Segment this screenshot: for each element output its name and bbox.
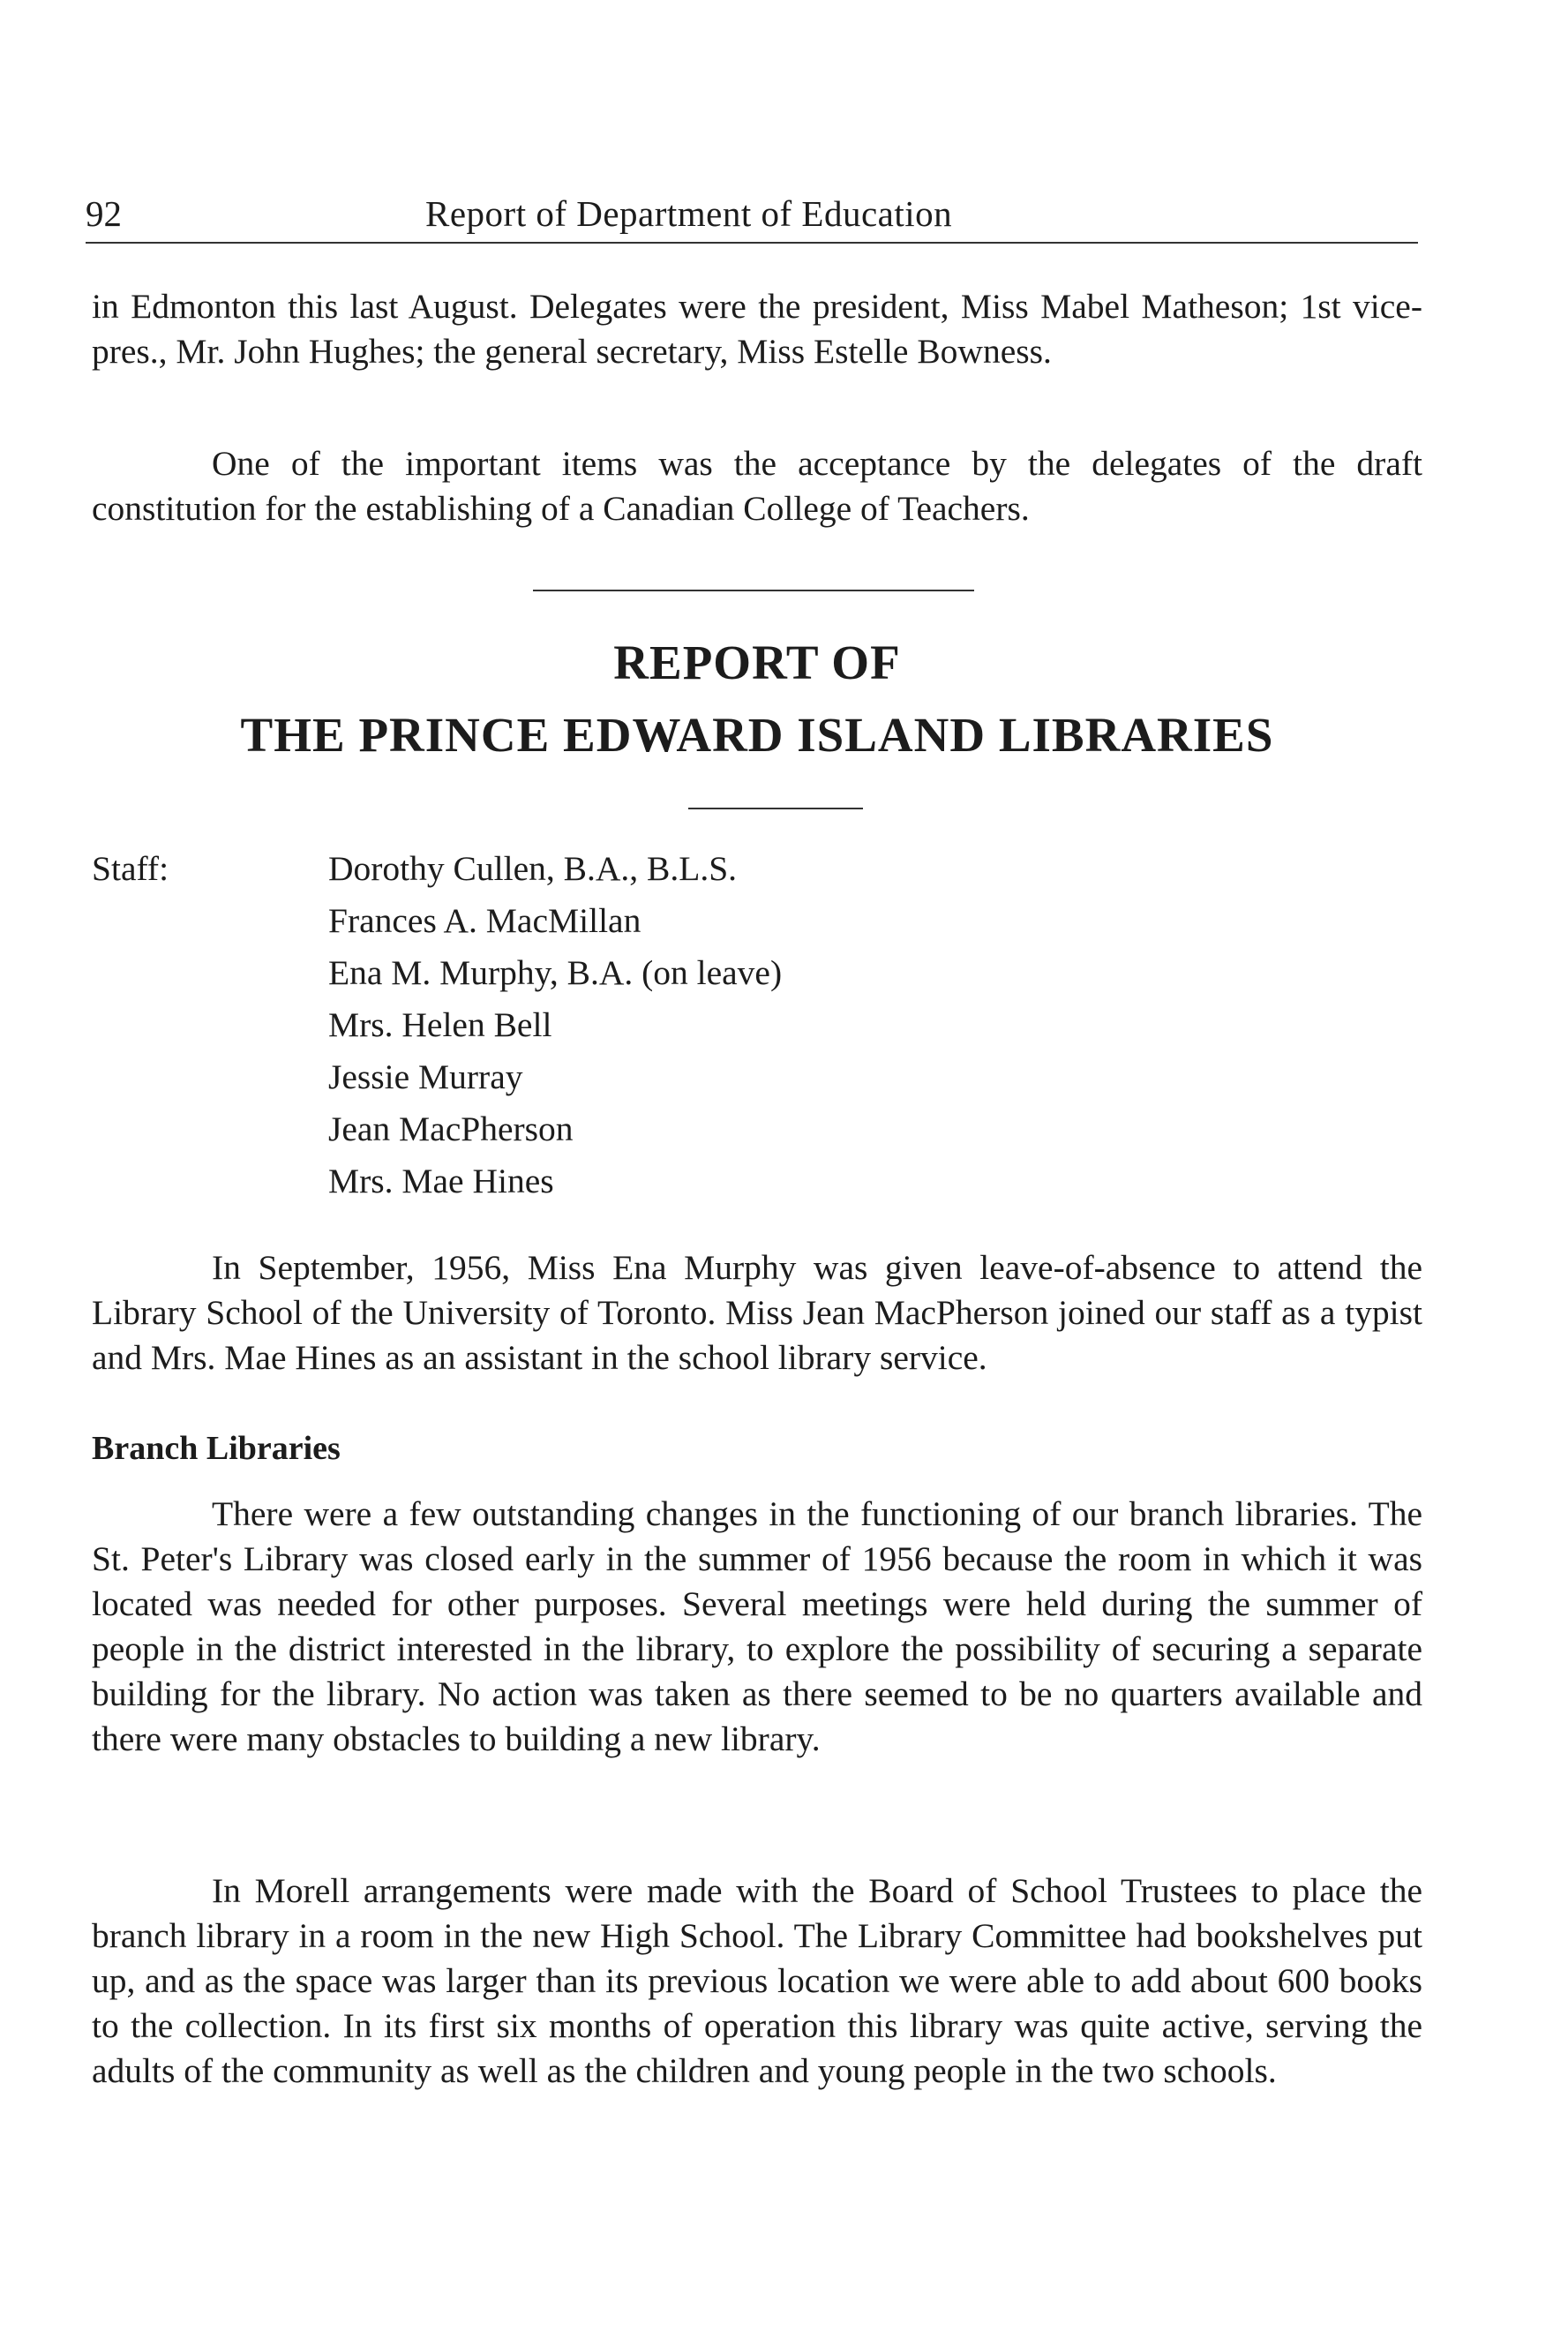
- staff-member: Dorothy Cullen, B.A., B.L.S.: [328, 849, 738, 888]
- staff-label: Staff:: [92, 849, 169, 888]
- staff-member: Mrs. Mae Hines: [328, 1162, 554, 1200]
- branch-libraries-heading: Branch Libraries: [92, 1430, 341, 1467]
- section-divider: [533, 590, 974, 591]
- staff-paragraph: In September, 1956, Miss Ena Murphy was given leave-of-absence to attend the Library School of the University of Toronto. Miss Jean MacPherson joined our staff as a typist and Mrs. Mae Hines as an assistant in the school library service.: [92, 1248, 1422, 1377]
- intro-paragraph-2: One of the important items was the acceptance by the delegates of the draft constitution for the establishing of a Canadian College of Teachers.: [92, 444, 1422, 528]
- branch-paragraph-1: There were a few outstanding changes in the functioning of our branch libraries. The St. Peter's Library was closed early in the summer of 1956 because the room in which it was located was needed for other purposes. Several meetings were held during the summer of people in the district interested in the library, to explore the possibility of securing a separate building for the library. No action was taken as there seemed to be no quarters available and there were many obstacles to building a new library.: [92, 1494, 1422, 1758]
- staff-list: [328, 843, 782, 1207]
- staff-member: Jessie Murray: [328, 1057, 523, 1096]
- page-number: 92: [86, 193, 122, 234]
- staff-member: Ena M. Murphy, B.A. (on leave): [328, 953, 783, 992]
- branch-paragraph-2: In Morell arrangements were made with the Board of School Trustees to place the branch library in a room in the new High School. The Library Committee had bookshelves put up, and as the space was larger than its previous location we were able to add about 600 books to the collection. In its first six months of operation this library was quite active, serving the adults of the community as well as the children and young people in the two schools.: [92, 1871, 1422, 2090]
- intro-paragraph-1: in Edmonton this last August. Delegates were the president, Miss Mabel Matheson; 1st vice-pres., Mr. John Hughes; the general secretary, Miss Estelle Bowness.: [92, 287, 1422, 371]
- page-header: [86, 187, 1418, 240]
- staff-member: Mrs. Helen Bell: [328, 1005, 552, 1044]
- staff-member: Frances A. MacMillan: [328, 901, 641, 940]
- title-divider: [688, 808, 863, 809]
- report-title-line-1: REPORT OF: [613, 636, 901, 689]
- staff-member: Jean MacPherson: [328, 1109, 574, 1148]
- header-rule: [86, 242, 1418, 244]
- running-title: Report of Department of Education: [425, 193, 953, 234]
- report-title-line-2: THE PRINCE EDWARD ISLAND LIBRARIES: [240, 708, 1274, 762]
